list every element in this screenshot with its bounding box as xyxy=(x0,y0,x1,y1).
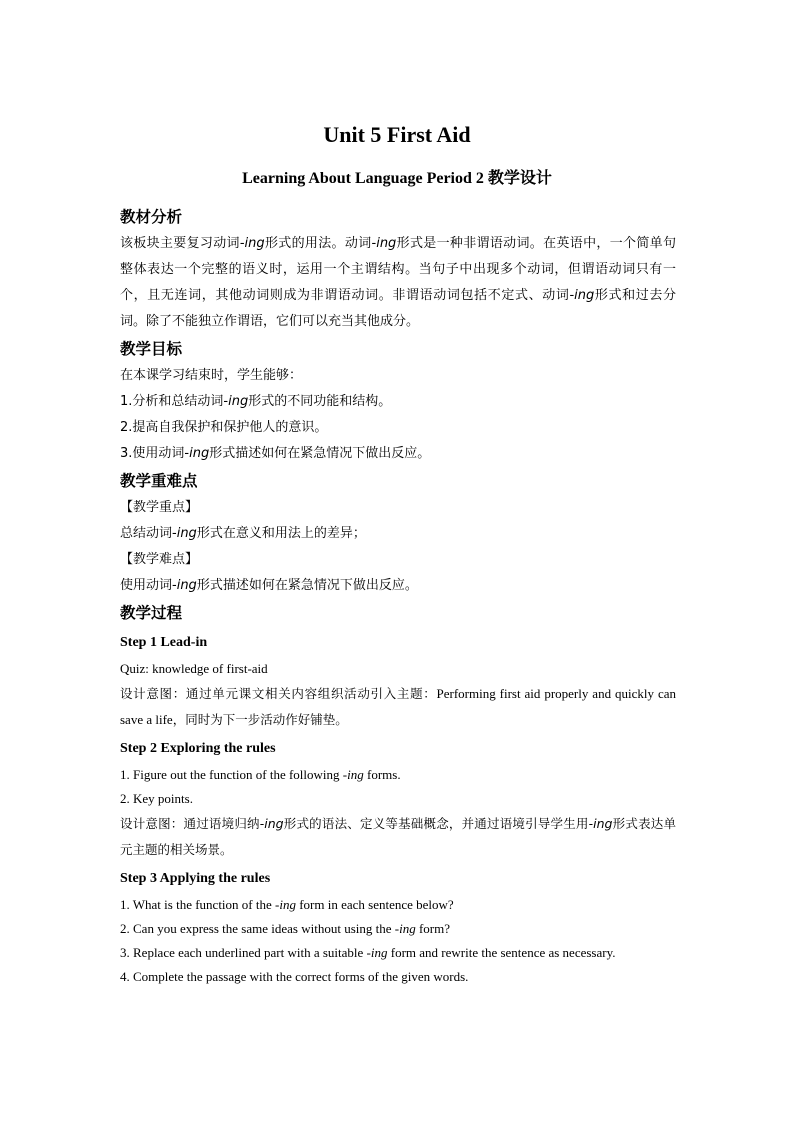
step-2-intent-a: 设计意图：通过语境归纳- xyxy=(120,816,265,831)
analysis-text-3: 形式是一种非谓语动词。在英语中，一个简单句整体表达一个完整的语义时，运用一个主谓结构。当句子中出现多个动词，但谓语动词只有一个，且无连词，其他动词则成为非谓语动词。非谓语动词包括不定式、动词- xyxy=(120,236,676,303)
step-1-intent-a: 设计意图：通过单元课文相关内容组织活动引入主题： xyxy=(120,686,437,701)
objective-3-text-b: 形式描述如何在紧急情况下做出反应。 xyxy=(209,446,431,461)
objective-item-2: 2.提高自我保护和保护他人的意识。 xyxy=(120,420,328,435)
focus-text xyxy=(120,521,676,547)
step-3-item-1-b: form in each sentence below? xyxy=(295,897,454,912)
step-2-item-2: 2. Key points. xyxy=(120,791,193,806)
step-3-item-4: 4. Complete the passage with the correct forms of the given words. xyxy=(120,969,469,984)
step-3-item-3 xyxy=(120,941,676,965)
objective-item-3 xyxy=(120,441,676,467)
step-1-title: Step 1 Lead-in xyxy=(120,635,208,650)
step-3-item-1-a: 1. What is the function of the - xyxy=(120,897,280,912)
section-heading-process: 教学过程 xyxy=(120,604,183,622)
step-1-intent-en: Performing first aid properly and quickly can save a life xyxy=(120,686,676,727)
step-2-title: Step 2 Exploring the rules xyxy=(120,741,276,756)
objective-1-text-b: 形式的不同功能和结构。 xyxy=(248,394,392,409)
analysis-text-1: 该板块主要复习动词- xyxy=(120,236,245,251)
page-subtitle: Learning About Language Period 2 教学设计 xyxy=(242,170,552,187)
step-3-item-3-a: 3. Replace each underlined part with a suitable - xyxy=(120,945,371,960)
step-3-item-3-ing: ing xyxy=(370,945,388,960)
step-2-intent-c: 形式表达单元主题的相关场景。 xyxy=(120,816,676,857)
difficulty-label: 【教学难点】 xyxy=(120,552,199,567)
objective-1-ing: ing xyxy=(228,394,249,409)
step-2-item-1-a: 1. Figure out the function of the following - xyxy=(120,767,348,782)
step-3-item-2-a: 2. Can you express the same ideas without using the - xyxy=(120,921,400,936)
step-3-title: Step 3 Applying the rules xyxy=(120,871,271,886)
step-1-quiz: Quiz: knowledge of first-aid xyxy=(120,661,268,676)
step-3-item-2-b: form? xyxy=(415,921,451,936)
focus-text-b: 形式在意义和用法上的差异； xyxy=(196,526,366,541)
step-2-item-1-ing: ing xyxy=(347,767,364,782)
step-3-item-1-ing: ing xyxy=(279,897,296,912)
objective-3-ing: ing xyxy=(189,446,210,461)
step-3-item-3-b: form and rewrite the sentence as necessary. xyxy=(387,945,616,960)
analysis-ing-1: ing xyxy=(244,236,265,251)
step-2-item-1-b: forms. xyxy=(363,767,401,782)
step-3-item-2 xyxy=(120,917,676,941)
step-2-intent xyxy=(120,811,676,863)
document-body xyxy=(120,203,676,989)
objectives-intro: 在本课学习结束时，学生能够： xyxy=(120,368,303,383)
step-2-intent-b: 形式的语法、定义等基础概念，并通过语境引导学生用- xyxy=(283,816,594,831)
focus-label: 【教学重点】 xyxy=(120,500,199,515)
step-1-intent-b: ，同时为下一步活动作好铺垫。 xyxy=(172,712,348,727)
focus-ing: ing xyxy=(176,526,197,541)
page-title: Unit 5 First Aid xyxy=(323,122,471,147)
focus-text-a: 总结动词- xyxy=(120,526,177,541)
step-2-intent-ing: ing xyxy=(264,816,284,831)
section-heading-objectives: 教学目标 xyxy=(120,340,183,358)
section-heading-keypoints: 教学重难点 xyxy=(120,472,198,490)
analysis-text-2: 形式的用法。动词- xyxy=(264,236,377,251)
analysis-paragraph xyxy=(120,231,676,335)
objective-item-1 xyxy=(120,389,676,415)
step-1-intent xyxy=(120,681,676,733)
analysis-text-4: 形式和过去分词。除了不能独立作谓语，它们可以充当其他成分。 xyxy=(120,288,676,329)
step-2-item-1 xyxy=(120,763,676,787)
section-heading-analysis: 教材分析 xyxy=(120,208,183,226)
objective-1-text-a: 1.分析和总结动词- xyxy=(120,394,229,409)
difficulty-ing: ing xyxy=(176,578,197,593)
analysis-ing-2: ing xyxy=(376,236,397,251)
step-3-item-2-ing: ing xyxy=(399,921,416,936)
step-2-intent-ing-2: ing xyxy=(593,816,613,831)
objective-3-text-a: 3.使用动词- xyxy=(120,446,190,461)
difficulty-text-a: 使用动词- xyxy=(120,578,177,593)
difficulty-text-b: 形式描述如何在紧急情况下做出反应。 xyxy=(196,578,418,593)
step-3-item-1 xyxy=(120,893,676,917)
difficulty-text xyxy=(120,573,676,599)
analysis-ing-3: ing xyxy=(574,288,595,303)
